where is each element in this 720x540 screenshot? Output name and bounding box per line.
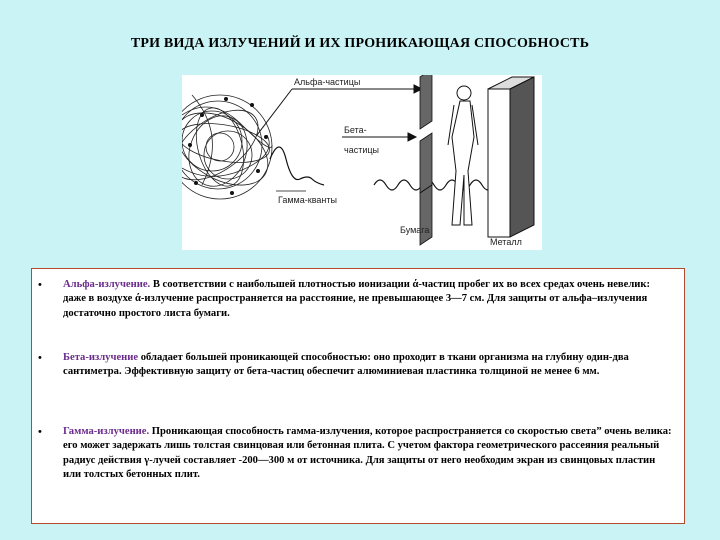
metal-label: Металл	[490, 237, 522, 247]
page-title: ТРИ ВИДА ИЗЛУЧЕНИЙ И ИХ ПРОНИКАЮЩАЯ СПОСОБНОСТЬ	[130, 36, 590, 51]
alpha-label: Альфа-частицы	[294, 77, 361, 87]
item-text: обладает большей проникающей способностью: оно проходит в ткани организма на глубину один-два сантиметра. Эффективную защиту от бета-частиц обеспечит алюминиевая пластинка толщиной не менее 6 мм.	[63, 352, 629, 378]
metal-block	[488, 77, 534, 237]
item-term: Бета-излучение	[63, 352, 139, 363]
figure-drawing	[182, 75, 542, 250]
gamma-label: Гамма-кванты	[278, 195, 337, 205]
person-figure	[448, 86, 478, 225]
bullet-icon: •	[38, 279, 42, 291]
paper-plates	[420, 75, 432, 245]
bullet-icon: •	[38, 426, 42, 438]
gamma-ray	[270, 147, 518, 190]
item-text: В соответствии с наибольшей плотностью ионизации ά-частиц пробег их во всех средах очень невелик: даже в воздухе ά-излучение распространяется на расстояние, не превышающее 3—7 см. Для защиты от альфа–излучения достаточно простого листа бумаги.	[63, 279, 651, 319]
bullet-icon: •	[38, 352, 42, 364]
item-text: Проникающая способность гамма-излучения, которое распространяется со скоростью света” очень велика: его может задержать лишь толстая свинцовая или бетонная плита. С учетом фактора геометрического рассеяния реальный радиус действия γ-лучей составляет -200—300 м от источника. Для защиты от него необходим экран из свинцовых пластин или толстых бетонных плит.	[63, 426, 672, 481]
radiation-penetration-figure	[182, 75, 542, 250]
beta-label-line2: частицы	[344, 145, 379, 155]
item-term: Гамма-излучение.	[63, 426, 150, 437]
alpha-ray	[257, 85, 422, 135]
description-box	[31, 268, 685, 524]
item-term: Альфа-излучение.	[63, 279, 151, 290]
beta-label-line1: Бета-	[344, 125, 367, 135]
paper-label: Бумага	[400, 225, 430, 235]
